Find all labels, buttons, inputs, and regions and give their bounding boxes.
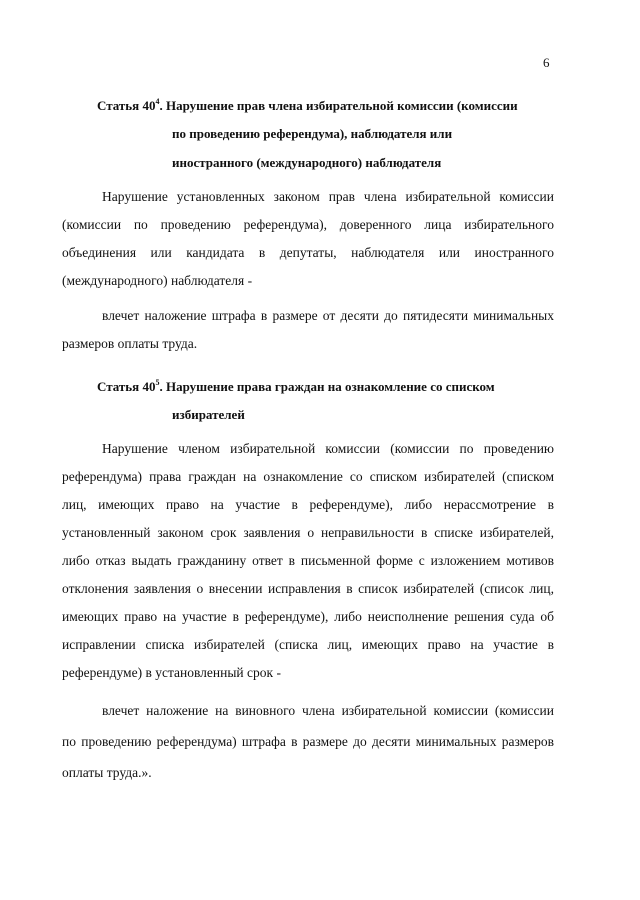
article-40-5-superscript: 5 [155, 378, 160, 387]
article-40-5-paragraph-1-line-9: референдуме) в установленный срок - [62, 665, 281, 680]
article-40-4-title-line-3: иностранного (международного) наблюдателя [172, 155, 442, 170]
article-40-5-title-line-2: избирателей [172, 407, 245, 422]
article-40-5-paragraph-1-line-2: референдума) права граждан на ознакомление со списком избирателей (списком [62, 469, 554, 484]
article-40-4-paragraph-2-line-1: влечет наложение штрафа в размере от десяти до пятидесяти минимальных [102, 308, 554, 323]
article-40-5-paragraph-1-line-5: либо отказ выдать гражданину ответ в письменной форме с изложением мотивов [62, 553, 554, 568]
article-40-5-title-line-1: . Нарушение права граждан на ознакомление со списком [159, 379, 495, 394]
page-number: 6 [543, 55, 550, 70]
article-40-5-paragraph-2-line-2: по проведению референдума) штрафа в размере до десяти минимальных размеров [62, 734, 554, 749]
article-40-4-title-line-2: по проведению референдума), наблюдателя или [172, 126, 453, 141]
article-40-5-number: Статья 40 [97, 379, 156, 394]
article-40-5-heading-line-1 [97, 378, 495, 395]
article-40-5-paragraph-2-line-3: оплаты труда.». [62, 765, 152, 780]
article-40-5-paragraph-2-line-1: влечет наложение на виновного члена избирательной комиссии (комиссии [102, 703, 554, 718]
article-40-5-paragraph-1-line-8: исправлении списка избирателей (списка лиц, имеющих право на участие в [62, 637, 554, 652]
article-40-4-superscript: 4 [155, 97, 160, 106]
article-40-5-paragraph-1-line-4: установленный законом срок заявления о неправильности в списке избирателей, [62, 525, 554, 540]
article-40-5-paragraph-1-line-6: отклонения заявления о внесении исправления в список избирателей (список лиц, [62, 581, 554, 596]
article-40-4-paragraph-1-line-3: объединения или кандидата в депутаты, наблюдателя или иностранного [62, 245, 554, 260]
article-40-4-heading-line-1 [97, 97, 518, 114]
article-40-4-paragraph-2-line-2: размеров оплаты труда. [62, 336, 198, 351]
article-40-4-number: Статья 40 [97, 98, 156, 113]
article-40-4-paragraph-1-line-2: (комиссии по проведению референдума), доверенного лица избирательного [62, 217, 554, 232]
article-40-4-paragraph-1-line-4: (международного) наблюдателя - [62, 273, 253, 288]
article-40-4-title-line-1: . Нарушение прав члена избирательной комиссии (комиссии [159, 98, 518, 113]
article-40-4-paragraph-1-line-1: Нарушение установленных законом прав члена избирательной комиссии [102, 189, 554, 204]
article-40-5-paragraph-1-line-1: Нарушение членом избирательной комиссии (комиссии по проведению [102, 441, 554, 456]
article-40-5-paragraph-1-line-3: лиц, имеющих право на участие в референдуме), либо нерассмотрение в [62, 497, 554, 512]
article-40-5-paragraph-1-line-7: имеющих право на участие в референдуме), либо неисполнение решения суда об [62, 609, 554, 624]
